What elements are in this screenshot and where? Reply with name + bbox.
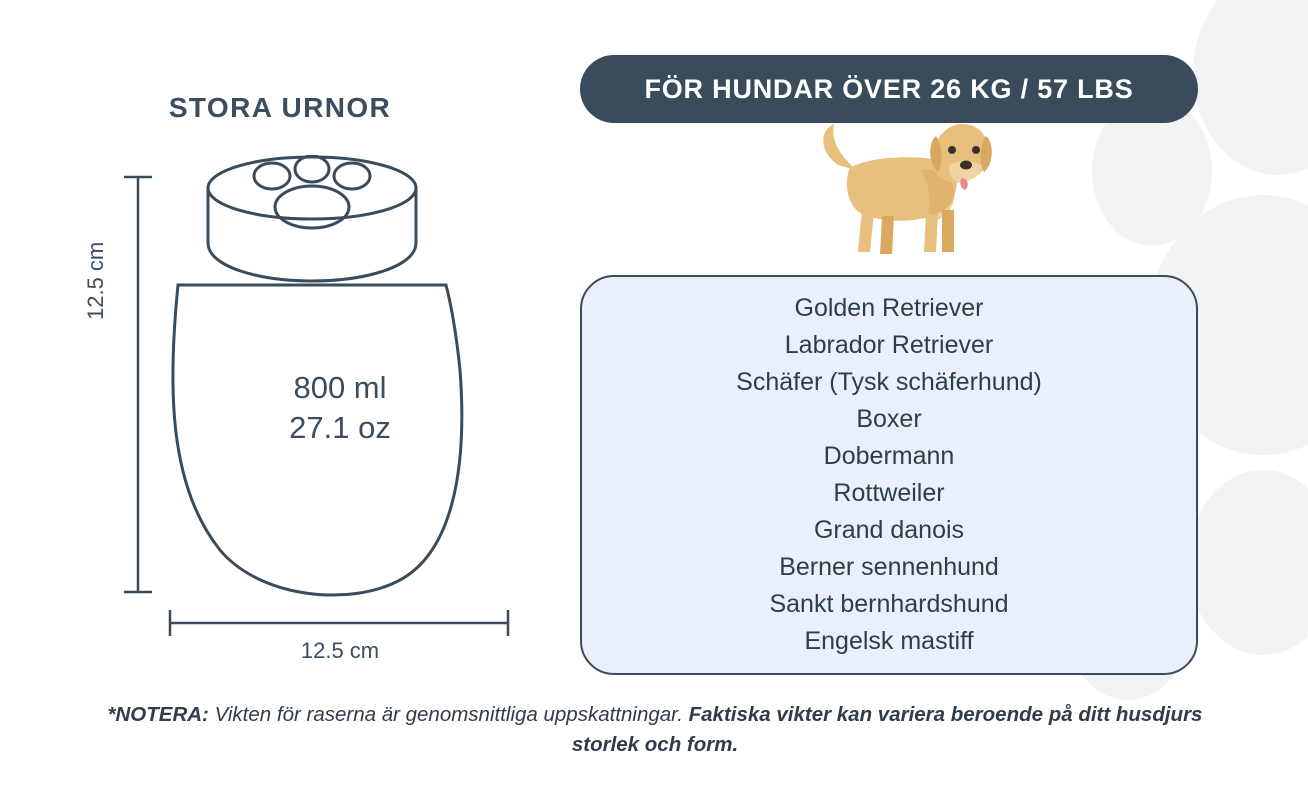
- breed-item: Dobermann: [823, 442, 955, 470]
- urn-panel: [0, 0, 560, 690]
- breed-item: Berner sennenhund: [779, 553, 999, 581]
- breed-item: Sankt bernhardshund: [769, 590, 1009, 618]
- urn-height-label: 12.5 cm: [83, 241, 108, 320]
- breed-item: Engelsk mastiff: [804, 627, 974, 655]
- breed-item: Boxer: [856, 405, 922, 433]
- urn-lid-top: [208, 157, 416, 219]
- footnote: [100, 700, 1210, 760]
- breed-list-panel: [580, 275, 1198, 675]
- footnote-emphasis: Faktiska vikter kan variera beroende på ditt husdjurs storlek och form.: [571, 703, 1203, 756]
- urn-width-label: 12.5 cm: [300, 638, 380, 663]
- urn-size-title: STORA URNOR: [168, 92, 392, 123]
- urn-volume-ml: 800 ml: [293, 370, 387, 405]
- footnote-lead: *NOTERA:: [107, 703, 209, 726]
- golden-retriever-icon: [800, 110, 1000, 270]
- width-dimension-line: [170, 610, 508, 636]
- urn-volume-oz: 27.1 oz: [289, 410, 391, 445]
- footnote-text: Vikten för raserna är genomsnittliga uppskattningar.: [208, 703, 689, 726]
- breed-item: Labrador Retriever: [784, 331, 994, 359]
- weight-range-text: FÖR HUNDAR ÖVER 26 KG / 57 LBS: [644, 73, 1134, 104]
- breed-item: Rottweiler: [833, 479, 945, 507]
- height-dimension-line: [124, 177, 152, 592]
- breed-item: Schäfer (Tysk schäferhund): [736, 368, 1042, 396]
- breed-item: Grand danois: [813, 516, 965, 544]
- urn-volume: [180, 368, 500, 448]
- breed-item: Golden Retriever: [794, 294, 984, 322]
- dog-illustration: [800, 110, 1000, 270]
